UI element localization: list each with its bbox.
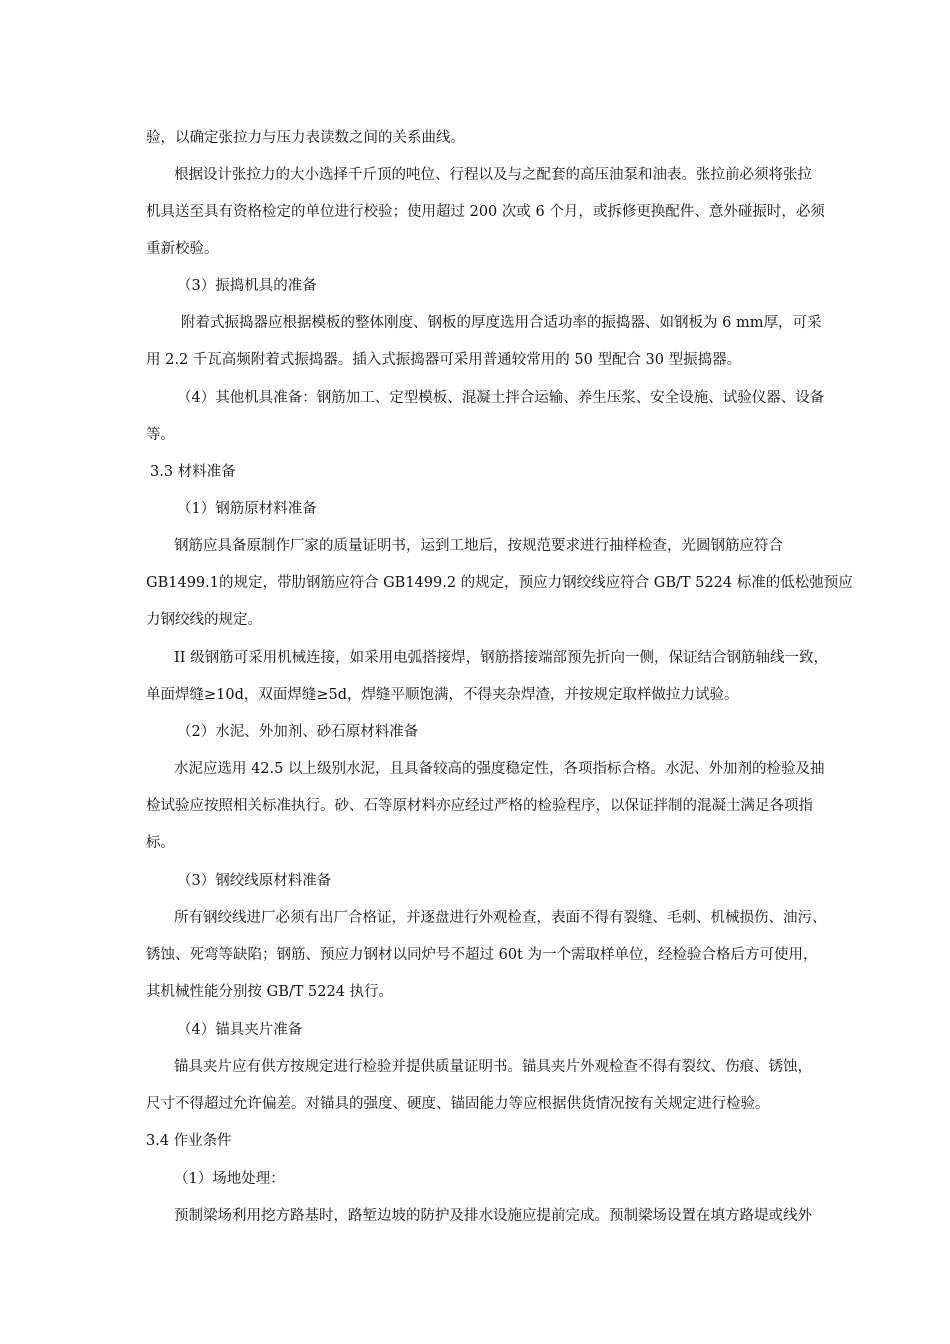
paragraph-line: 钢筋应具备原制作厂家的质量证明书，运到工地后，按规范要求进行抽样检查，光圆钢筋应符合	[174, 538, 783, 554]
paragraph-line: 水泥应选用 42.5 以上级别水泥，且具备较高的强度稳定性，各项指标合格。水泥、外加剂的检验及抽	[174, 761, 825, 777]
text-line: 锈蚀、死弯等缺陷；钢筋、预应力钢材以同炉号不超过 60t 为一个需取样单位，经检验合格后方可使用，	[146, 947, 818, 963]
text-line: 力钢绞线的规定。	[146, 612, 262, 628]
subheading: （3）钢绞线原材料准备	[177, 873, 332, 889]
text-line: 尺寸不得超过允许偏差。对锚具的强度、硬度、锚固能力等应根据供货情况按有关规定进行检验。	[146, 1096, 770, 1112]
text-line: 单面焊缝≥10d，双面焊缝≥5d，焊缝平顺饱满，不得夹杂焊渣，并按规定取样做拉力试验。	[146, 687, 739, 703]
subheading: （1）场地处理：	[174, 1171, 285, 1187]
paragraph-line: 锚具夹片应有供方按规定进行检验并提供质量证明书。锚具夹片外观检查不得有裂纹、伤痕、锈蚀，	[174, 1059, 812, 1075]
text-line: GB1499.1的规定，带肋钢筋应符合 GB1499.2 的规定，预应力钢绞线应符合 GB/T 5224 标准的低松弛预应	[146, 575, 853, 591]
section-heading: 3.4 作业条件	[146, 1133, 232, 1149]
subheading: （4）其他机具准备：钢筋加工、定型模板、混凝土拌合运输、养生压浆、安全设施、试验仪器、设备	[177, 390, 825, 406]
text-line: 用 2.2 千瓦高频附着式振捣器。插入式振捣器可采用普通较常用的 50 型配合 30 型振捣器。	[146, 352, 742, 368]
paragraph-line: 根据设计张拉力的大小选择千斤顶的吨位、行程以及与之配套的高压油泵和油表。张拉前必须将张拉	[174, 167, 812, 183]
text-line: 等。	[146, 427, 175, 443]
paragraph-line: 预制梁场利用挖方路基时，路堑边坡的防护及排水设施应提前完成。预制梁场设置在填方路堤或线外	[174, 1208, 812, 1224]
text-line: 重新校验。	[146, 241, 219, 257]
subheading: （2）水泥、外加剂、砂石原材料准备	[177, 724, 419, 740]
subheading: （3）振捣机具的准备	[177, 278, 317, 294]
text-line: 机具送至具有资格检定的单位进行校验；使用超过 200 次或 6 个月，或拆修更换配件、意外碰振时，必须	[146, 204, 825, 220]
subheading: （4）锚具夹片准备	[177, 1022, 303, 1038]
paragraph-line: II 级钢筋可采用机械连接，如采用电弧搭接焊，钢筋搭接端部预先折向一侧，保证结合钢筋轴线一致，	[174, 650, 829, 666]
text-line: 验，以确定张拉力与压力表读数之间的关系曲线。	[146, 130, 465, 146]
subheading: （1）钢筋原材料准备	[177, 501, 317, 517]
text-line: 标。	[146, 835, 175, 851]
paragraph-line: 所有钢绞线进厂必须有出厂合格证，并逐盘进行外观检查，表面不得有裂缝、毛刺、机械损伤、油污、	[174, 910, 827, 926]
section-heading: 3.3 材料准备	[150, 464, 236, 480]
paragraph-line: 附着式振捣器应根据模板的整体刚度、钢板的厚度选用合适功率的振捣器、如钢板为 6 mm厚，可采	[181, 315, 822, 331]
text-line: 检试验应按照相关标准执行。砂、石等原材料亦应经过严格的检验程序，以保证拌制的混凝土满足各项指	[146, 798, 813, 814]
text-line: 其机械性能分别按 GB/T 5224 执行。	[146, 984, 394, 1000]
